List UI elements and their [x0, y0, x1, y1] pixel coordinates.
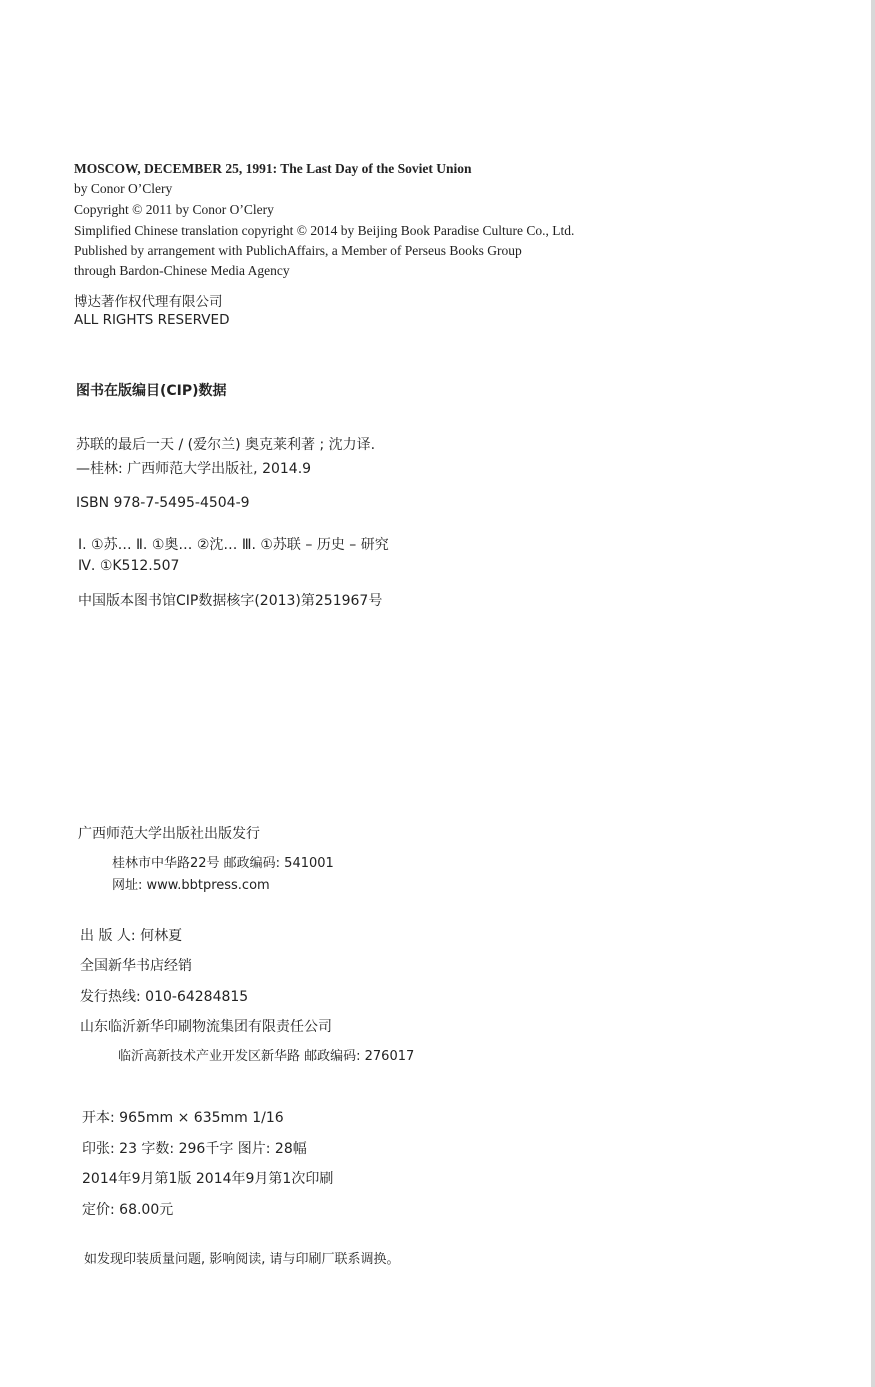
agency-line: through Bardon-Chinese Media Agency: [74, 263, 290, 278]
book-format: 开本: 965mm × 635mm 1/16: [82, 1110, 284, 1126]
book-title-en: MOSCOW, DECEMBER 25, 1991: The Last Day of the Soviet Union: [74, 161, 472, 176]
printer-address: 临沂高新技术产业开发区新华路 邮政编码: 276017: [118, 1049, 415, 1064]
copyright-line: Copyright © 2011 by Conor O’Clery: [74, 202, 274, 217]
cip-line-2: —桂林: 广西师范大学出版社, 2014.9: [76, 461, 312, 477]
cip-verify-number: 中国版本图书馆CIP数据核字(2013)第251967号: [78, 593, 383, 609]
published-by: Published by arrangement with PublichAffairs, a Member of Perseus Books Group: [74, 243, 522, 258]
price: 定价: 68.00元: [82, 1202, 174, 1218]
print-sheets: 印张: 23 字数: 296千字 图片: 28幅: [82, 1141, 307, 1157]
classification-2: Ⅳ. ①K512.507: [78, 558, 180, 574]
classification-1: Ⅰ. ①苏… Ⅱ. ①奥… ②沈… Ⅲ. ①苏联 – 历史 – 研究: [78, 537, 389, 553]
distribution: 全国新华书店经销: [80, 958, 192, 974]
publisher-person: 出 版 人: 何林夏: [80, 928, 183, 944]
cip-line-1: 苏联的最后一天 / (爱尔兰) 奥克莱利著 ; 沈力译.: [76, 437, 376, 453]
hotline: 发行热线: 010-64284815: [80, 989, 249, 1005]
printer: 山东临沂新华印刷物流集团有限责任公司: [80, 1019, 332, 1035]
rights-reserved: ALL RIGHTS RESERVED: [74, 312, 230, 328]
translation-copyright: Simplified Chinese translation copyright © 2014 by Beijing Book Paradise Culture Co., Ltd.: [74, 223, 575, 238]
cip-heading: 图书在版编目(CIP)数据: [76, 383, 227, 399]
edition-info: 2014年9月第1版 2014年9月第1次印刷: [82, 1171, 334, 1187]
quality-notice: 如发现印装质量问题, 影响阅读, 请与印刷厂联系调换。: [84, 1252, 400, 1267]
publisher-name: 广西师范大学出版社出版发行: [78, 826, 260, 842]
author-line: by Conor O’Clery: [74, 181, 173, 196]
isbn: ISBN 978-7-5495-4504-9: [76, 495, 250, 511]
publisher-address: 桂林市中华路22号 邮政编码: 541001: [112, 856, 334, 871]
publisher-website: 网址: www.bbtpress.com: [112, 878, 270, 893]
agency-cn: 博达著作权代理有限公司: [74, 294, 223, 310]
